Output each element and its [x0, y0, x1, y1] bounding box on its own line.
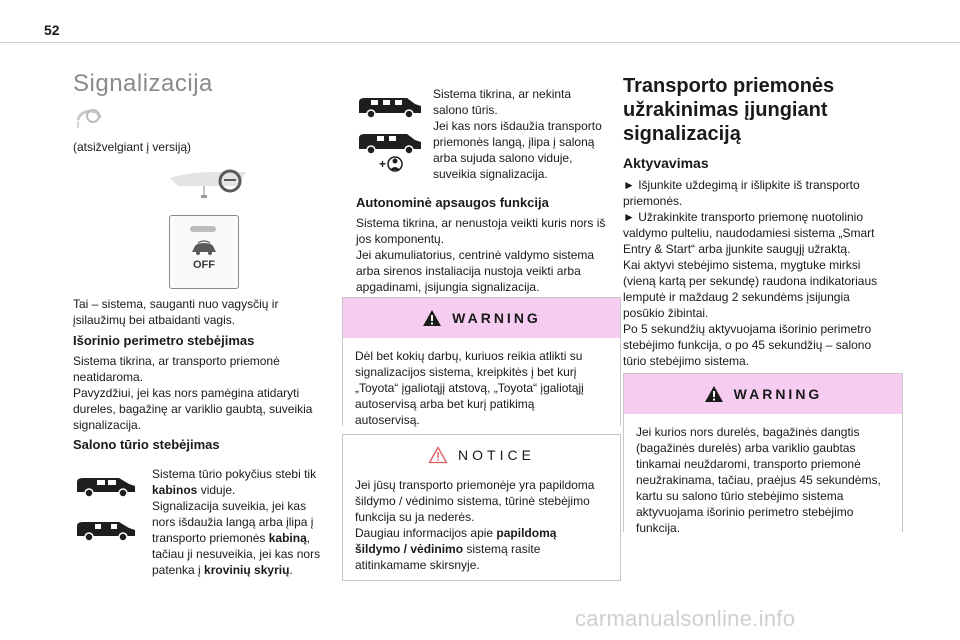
- text-fragment: patenka į: [152, 563, 205, 577]
- text-line: [152, 482, 337, 498]
- alarm-off-button[interactable]: [169, 215, 239, 289]
- text-line: Sistema tikrina, ar nekinta: [433, 87, 572, 101]
- section-title: Signalizacija: [73, 70, 213, 97]
- text-line: Tai – sistema, sauganti nuo vagysčių ir: [73, 297, 279, 311]
- intro-text: [73, 296, 278, 328]
- notice-triangle-icon: [428, 446, 448, 464]
- text-line: autoservisą arba bet kurį patikimą: [355, 397, 535, 411]
- text-line: nors išdaužia langą arba įlipa į: [152, 515, 314, 529]
- bold-term: krovinių skyrių: [204, 563, 290, 577]
- warning-label: WARNING: [452, 310, 541, 326]
- text-line: šildymo / vėdinimo sistema, tūrinė stebėjimo: [355, 494, 590, 508]
- text-fragment: sistemą rasite: [463, 542, 541, 556]
- activation-heading: Aktyvavimas: [623, 155, 709, 171]
- perimeter-heading: Išorinio perimetro stebėjimas: [73, 333, 255, 348]
- text-line: lemputė ir maždaug 2 sekundėms įsijungia: [623, 290, 850, 304]
- text-line: ► Išjunkite uždegimą ir išlipkite iš transporto: [623, 178, 860, 192]
- interior-heading: Salono tūrio stebėjimas: [73, 437, 220, 452]
- text-line: stebėjimo funkcija, o po 45 sekundžių – salono: [623, 338, 872, 352]
- warning-body: [343, 338, 620, 438]
- activation-text: [623, 177, 877, 369]
- notice-label: NOTICE: [458, 447, 535, 463]
- text-line: funkcija su ja nederės.: [355, 510, 475, 524]
- text-line: ► Užrakinkite transporto priemonę nuotolinio: [623, 210, 863, 224]
- text-line: Sistema tikrina, ar nenustoja veikti kuris nors iš: [356, 216, 606, 230]
- text-line: tinkamai neuždaromi, transporto priemonė: [636, 457, 861, 471]
- section-heading: [623, 74, 834, 146]
- notice-body: [343, 475, 620, 583]
- text-line: dureles, bagažinę ar variklio gaubtą, suveikia: [73, 402, 313, 416]
- text-line: jos komponentų.: [356, 232, 445, 246]
- warning-header: [343, 298, 620, 338]
- text-line: Sistema tikrina, ar transporto priemonė: [73, 354, 280, 368]
- perimeter-text: [73, 353, 312, 433]
- text-line: Jei akumuliatorius, centrinė valdymo sistema: [356, 248, 595, 262]
- heading-line: užrakinimas įjungiant: [623, 99, 828, 121]
- text-line: aktyvuojama išorinio perimetro stebėjimo: [636, 505, 854, 519]
- text-line: arba sirenos instaliacija nustoja veikti arba: [356, 264, 581, 278]
- text-line: salono tūris.: [433, 103, 498, 117]
- van-cargo-icon: [75, 518, 137, 547]
- text-line: Entry & Start“ arba įjunkite saugųjį užraktą.: [623, 242, 851, 256]
- warning-box-2: [623, 373, 903, 535]
- text-line: priemonės.: [623, 194, 683, 208]
- text-line: Signalizacija suveikia, jei kas: [152, 499, 307, 513]
- text-line: transporto priemonės kabiną,: [152, 531, 311, 545]
- text-line: arba sujuda salono viduje,: [433, 151, 573, 165]
- text-line: Sistema tūrio pokyčius stebi tik: [152, 467, 317, 481]
- text-line: Kai aktyvi stebėjimo sistema, mygtuke mirksi: [623, 258, 861, 272]
- text-line: tačiau ji nesuveikia, jei kas nors: [152, 547, 321, 561]
- text-line: Pavyzdžiui, jei kas nors pamėgina atidaryti: [73, 386, 300, 400]
- top-divider: [0, 42, 960, 43]
- warning-header: [624, 374, 902, 414]
- van-cabin-icon: [75, 474, 137, 503]
- text-fragment: .: [289, 563, 293, 577]
- watermark-text: carmanualsonline.info: [575, 606, 796, 631]
- bold-term: kabinos: [152, 483, 198, 497]
- text-line: funkcija.: [636, 521, 681, 535]
- van-side-icon: [357, 94, 423, 125]
- text-line: (vieną kartą per sekundę) raudona indikatoriaus: [623, 274, 878, 288]
- text-line: įsilaužimų bei atbaidanti vagis.: [73, 313, 236, 327]
- warning-label: WARNING: [733, 386, 823, 402]
- bold-term: šildymo / vėdinimo: [355, 542, 464, 556]
- warning-triangle-icon: [704, 385, 724, 403]
- svg-text:+: +: [379, 157, 387, 171]
- autonomous-heading: Autonominė apsaugos funkcija: [356, 195, 549, 210]
- button-slot: [190, 226, 216, 232]
- dashboard-steering-icon: [168, 168, 248, 207]
- text-line: priemonės langą, įlipa į saloną: [433, 135, 595, 149]
- version-note: (atsižvelgiant į versiją): [73, 140, 192, 154]
- bold-term: papildomą: [496, 526, 557, 540]
- autonomous-text: [356, 215, 605, 295]
- warning-triangle-icon: [422, 309, 442, 327]
- heading-line: signalizaciją: [623, 123, 741, 145]
- steering-wheel-icon: [74, 106, 102, 135]
- notice-header: [343, 435, 620, 475]
- text-line: [355, 525, 608, 541]
- interior-text: [152, 466, 337, 578]
- text-line: „Toyota“ įgaliotąjį atstovą, „Toyota“ įgaliotąjį: [355, 381, 584, 395]
- text-fragment: viduje.: [197, 483, 236, 497]
- text-line: valdymo pulteliu, naudodamiesi sistema „Smart: [623, 226, 875, 240]
- off-label: OFF: [193, 259, 215, 271]
- text-line: Dėl bet kokių darbų, kuriuos reikia atlikti su: [355, 349, 583, 363]
- text-line: autoservisą.: [355, 413, 420, 427]
- text-line: neatidaroma.: [73, 370, 144, 384]
- volume-text: [433, 86, 618, 182]
- text-line: atitinkamame skirsnyje.: [355, 558, 480, 572]
- text-fragment: transporto priemonės: [152, 531, 269, 545]
- text-line: (bagažinės durelės) arba variklio gaubtas: [636, 441, 856, 455]
- text-line: Jei kurios nors durelės, bagažinės dangtis: [636, 425, 860, 439]
- text-line: signalizacijos sistema, kreipkitės į bet kurį: [355, 365, 577, 379]
- text-line: Po 5 sekundžių aktyvuojama išorinio perimetro: [623, 322, 872, 336]
- heading-line: Transporto priemonės: [623, 75, 835, 97]
- van-volume-icon: [357, 130, 427, 185]
- text-line: posūkio žibintai.: [623, 306, 709, 320]
- text-line: neužrakinama, tačiau, praėjus 45 sekundėms,: [636, 473, 881, 487]
- text-line: Jei kas nors išdaužia transporto: [433, 119, 602, 133]
- warning-box: [342, 297, 621, 426]
- text-line: [152, 562, 337, 578]
- page-number: 52: [44, 22, 60, 38]
- text-line: Jei jūsų transporto priemonėje yra papildoma: [355, 478, 595, 492]
- text-line: [355, 541, 608, 557]
- text-line: suveikia signalizacija.: [433, 167, 548, 181]
- text-line: signalizacija.: [73, 418, 142, 432]
- text-fragment: Daugiau informacijos apie: [355, 526, 497, 540]
- warning-body: [624, 414, 902, 546]
- text-line: tūrio stebėjimo sistema.: [623, 354, 750, 368]
- text-line: kartu su salono tūrio stebėjimo sistema: [636, 489, 844, 503]
- text-line: apgadinami, įsijungia signalizacija.: [356, 280, 540, 294]
- alarm-car-icon: [189, 240, 219, 261]
- bold-term: kabiną: [268, 531, 307, 545]
- notice-box: [342, 434, 621, 581]
